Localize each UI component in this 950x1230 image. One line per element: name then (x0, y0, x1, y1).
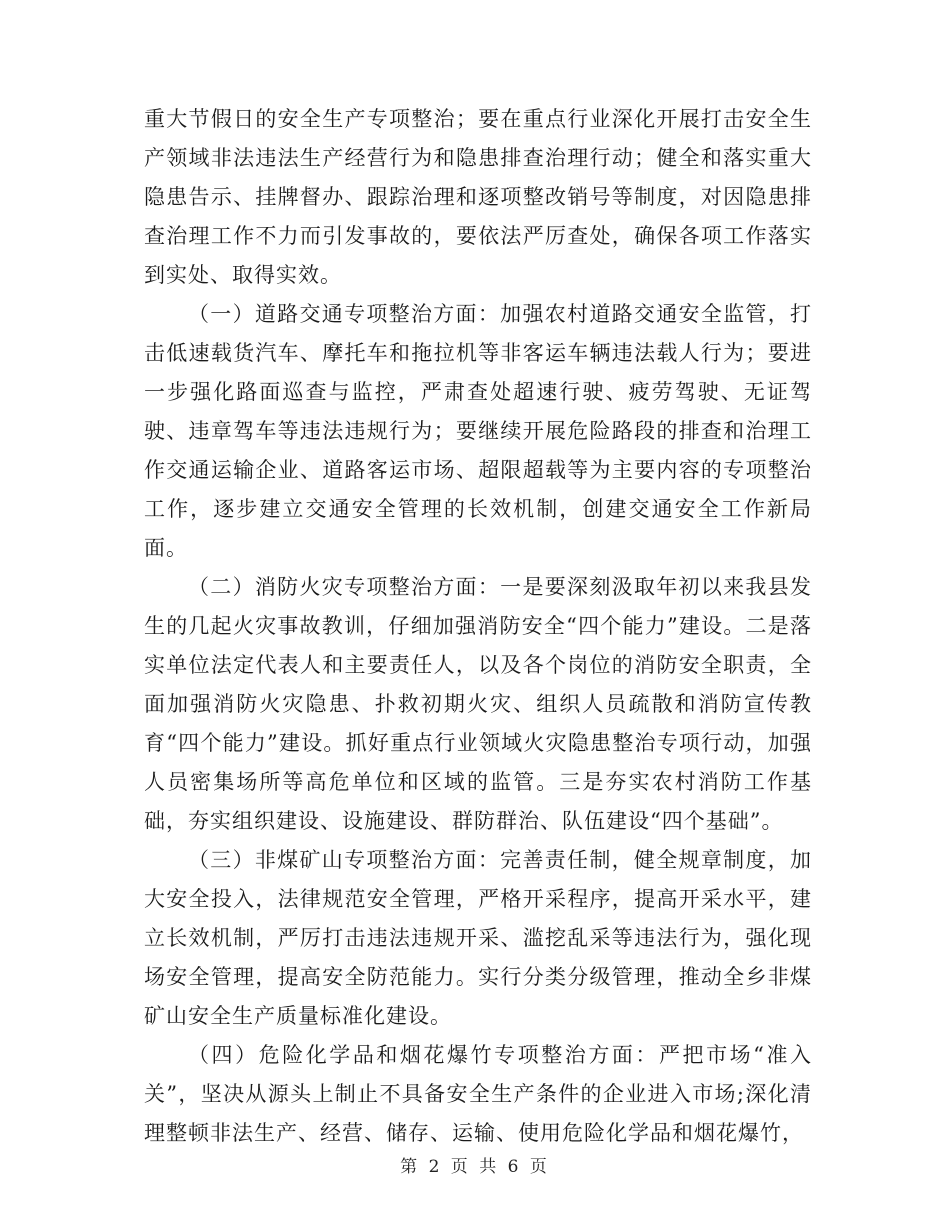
paragraph-fire-safety: （二）消防火灾专项整治方面：一是要深刻汲取年初以来我县发生的几起火灾事故教训，仔细加强消防安全“四个能力”建设。二是落实单位法定代表人和主要责任人，以及各个岗位的消防安全职责，全面加强消防火灾隐患、扑救初期火灾、组织人员疏散和消防宣传教育“四个能力”建设。抓好重点行业领域火灾隐患整治专项行动，加强人员密集场所等高危单位和区域的监管。三是夯实农村消防工作基础，夯实组织建设、设施建设、群防群治、队伍建设“四个基础”。 (144, 575, 812, 833)
page-number: 第 2 页 共 6 页 (400, 1157, 550, 1177)
paragraph-road-traffic: （一）道路交通专项整治方面：加强农村道路交通安全监管，打击低速载货汽车、摩托车和拖拉机等非客运车辆违法载人行为；要进一步强化路面巡查与监控，严肃查处超速行驶、疲劳驾驶、无证驾驶、违章驾车等违法违规行为；要继续开展危险路段的排查和治理工作交通运输企业、道路客运市场、超限超载等为主要内容的专项整治工作，逐步建立交通安全管理的长效机制，创建交通安全工作新局面。 (144, 302, 812, 560)
paragraph-continuation: 重大节假日的安全生产专项整治；要在重点行业深化开展打击安全生产领域非法违法生产经营行为和隐患排查治理行动；健全和落实重大隐患告示、挂牌督办、跟踪治理和逐项整改销号等制度，对因隐患排查治理工作不力而引发事故的，要依法严厉查处，确保各项工作落实到实处、取得实效。 (144, 107, 812, 287)
document-body (144, 100, 812, 1153)
paragraph-non-coal-mine: （三）非煤矿山专项整治方面：完善责任制，健全规章制度，加大安全投入，法律规范安全管理，严格开采程序，提高开采水平，建立长效机制，严厉打击违法违规开采、滥挖乱采等违法行为，强化现场安全管理，提高安全防范能力。实行分类分级管理，推动全乡非煤矿山安全生产质量标准化建设。 (144, 848, 812, 1028)
paragraph-hazardous-chemicals: （四）危险化学品和烟花爆竹专项整治方面：严把市场“准入关”，坚决从源头上制止不具备安全生产条件的企业进入市场;深化清理整顿非法生产、经营、储存、运输、使用危险化学品和烟花爆竹， (144, 1043, 812, 1145)
